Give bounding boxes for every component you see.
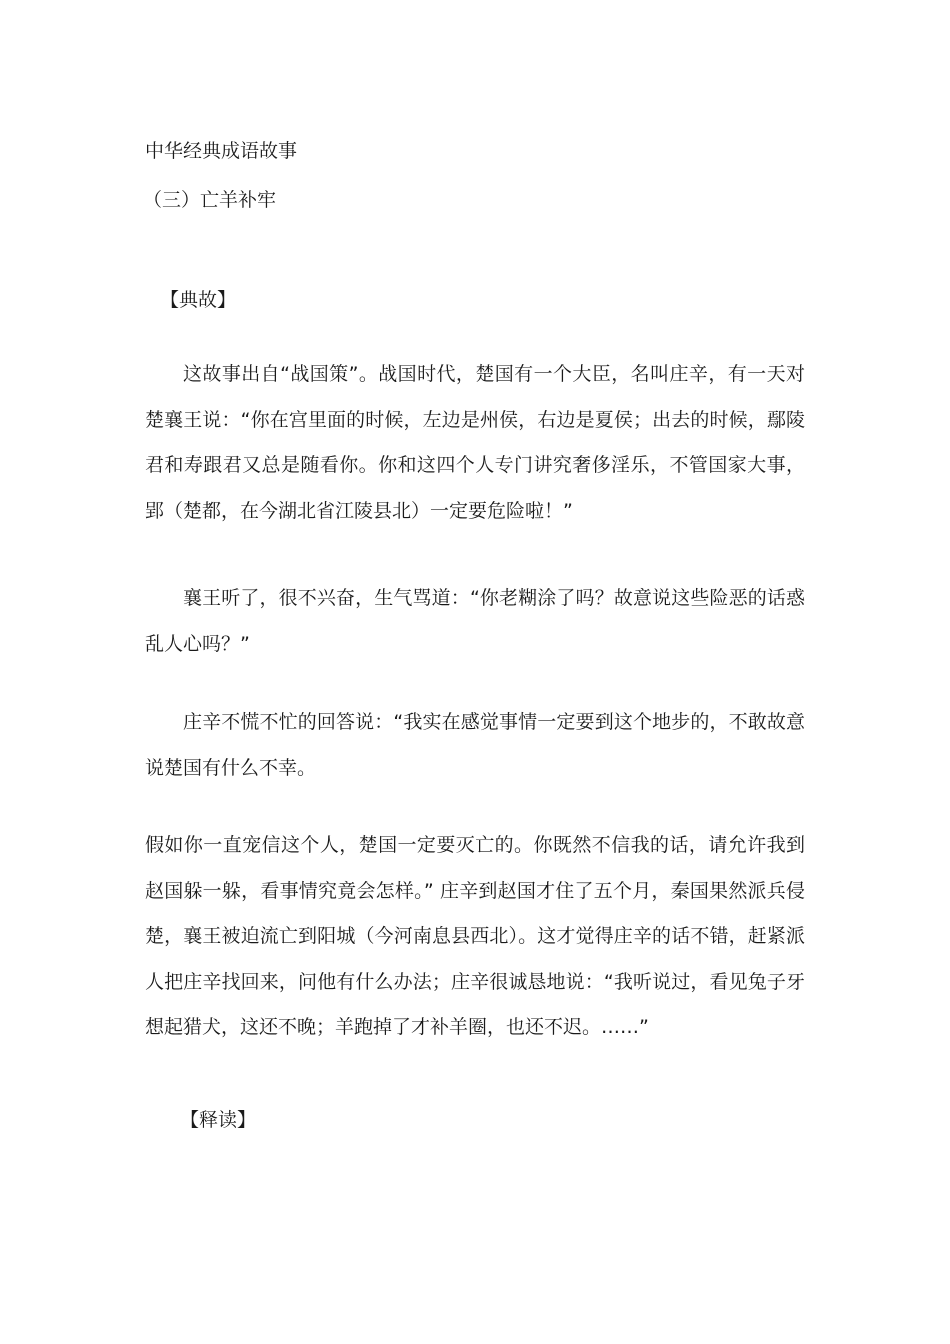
document-title: 中华经典成语故事 [145, 140, 298, 162]
section-heading-story: 【典故】 [160, 289, 237, 311]
section-heading-explain: 【释读】 [180, 1109, 257, 1131]
paragraph-3: 庄辛不慌不忙的回答说：“我实在感觉事情一定要到这个地步的，不敢故意说楚国有什么不幸。 [145, 711, 805, 779]
paragraph-4: 假如你一直宠信这个人，楚国一定要灭亡的。你既然不信我的话，请允许我到赵国躲一躲，看事情究竟会怎样。” 庄辛到赵国才住了五个月，秦国果然派兵侵楚，襄王被迫流亡到阳城（今河南息县西北）。这才觉得庄辛的话不错，赶紧派人把庄辛找回来，问他有什么办法；庄辛很诚恳地说：“我听说过，看见兔子牙想起猎犬，这还不晚；羊跑掉了才补羊圈，也还不迟。……” [145, 834, 805, 1038]
paragraph-2: 襄王听了，很不兴奋，生气骂道：“你老糊涂了吗？故意说这些险恶的话惑乱人心吗？” [145, 587, 805, 655]
paragraph-1: 这故事出自“战国策”。战国时代，楚国有一个大臣，名叫庄辛，有一天对楚襄王说：“你在宫里面的时候，左边是州侯，右边是夏侯；出去的时候，鄢陵君和寿跟君又总是随看你。你和这四个人专门讲究奢侈淫乐，不管国家大事，郢（楚都，在今湖北省江陵县北）一定要危险啦！” [145, 363, 805, 522]
story-subtitle: （三）亡羊补牢 [143, 189, 277, 211]
